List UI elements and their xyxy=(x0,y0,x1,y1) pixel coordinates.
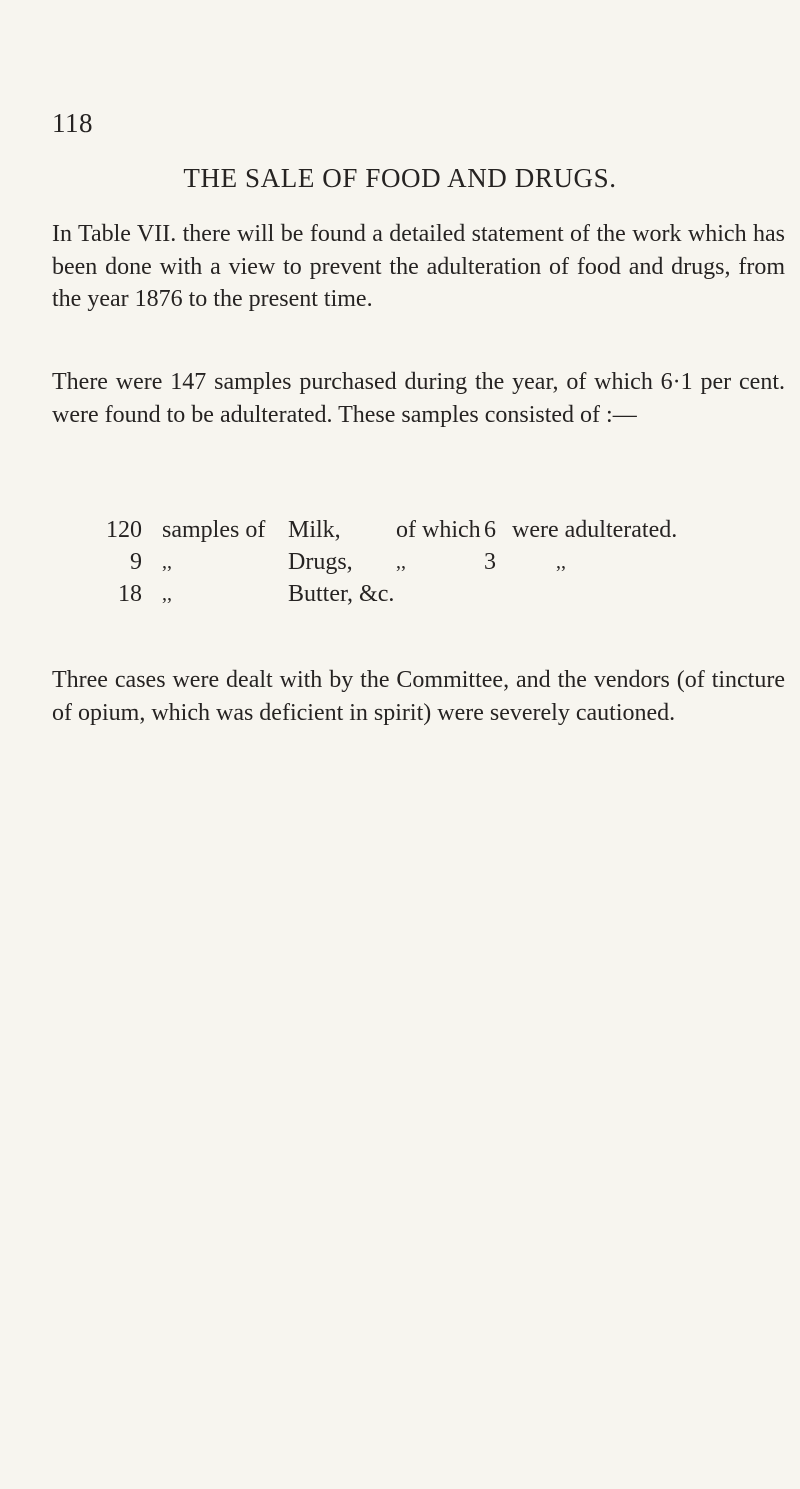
samples-list xyxy=(104,514,764,610)
ditto-mark: ,, xyxy=(162,551,172,573)
sample-result: were adulterated. xyxy=(512,517,678,543)
paragraph-table-vii: In Table VII. there will be found a detailed statement of the work which has been done with a view to prevent the adulteration of food and drugs, from the year 1876 to the present time. xyxy=(52,221,785,312)
sample-count: 9 xyxy=(130,549,142,575)
samples-row-milk xyxy=(104,514,764,546)
page-title: THE SALE OF FOOD AND DRUGS. xyxy=(183,163,617,193)
sample-adulterated-count: 6 xyxy=(484,517,496,543)
ditto-mark: ,, xyxy=(162,583,172,605)
page-number: 118 xyxy=(52,108,93,138)
sample-count: 120 xyxy=(106,517,142,543)
paragraph-cases-dealt: Three cases were dealt with by the Committee, and the vendors (of tincture of opium, which was deficient in spirit) were severely cautioned. xyxy=(52,667,785,726)
ditto-mark: ,, xyxy=(556,551,566,573)
sample-item: Milk, xyxy=(288,517,341,543)
sample-which: of which xyxy=(396,517,481,543)
sample-item: Butter, &c. xyxy=(288,581,395,607)
sample-adulterated-count: 3 xyxy=(484,549,496,575)
paragraph-samples-purchased: There were 147 samples purchased during the year, of which 6·1 per cent. were found to be adulterated. These samples consisted of :— xyxy=(52,369,785,428)
samples-row-butter xyxy=(104,578,764,610)
ditto-mark: ,, xyxy=(396,551,406,573)
sample-unit: samples of xyxy=(162,517,266,543)
sample-item: Drugs, xyxy=(288,549,353,575)
samples-row-drugs xyxy=(104,546,764,578)
sample-count: 18 xyxy=(118,581,142,607)
